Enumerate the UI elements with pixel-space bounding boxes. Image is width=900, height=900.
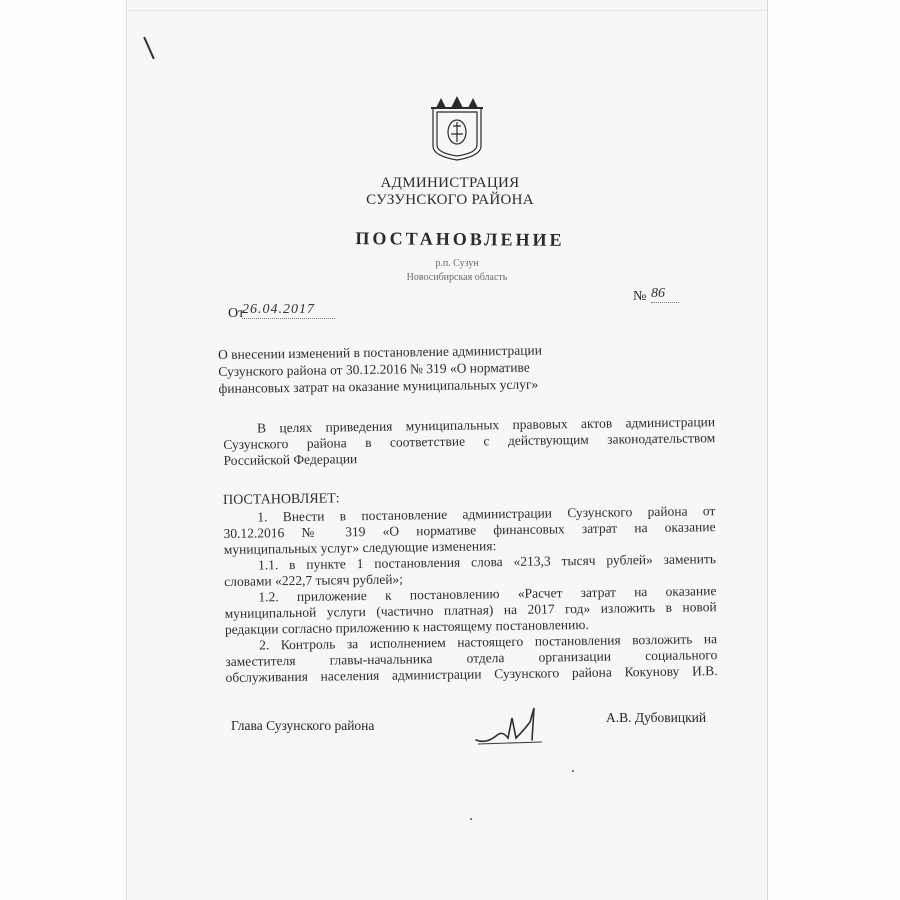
item-1-1-line: словами «222,7 тысяч рублей»; bbox=[224, 571, 404, 589]
item-1-line: муниципальных услуг» следующие изменения: bbox=[223, 538, 497, 557]
paragraph-line: Российской Федерации bbox=[223, 451, 358, 468]
handwritten-number: 86 bbox=[651, 286, 679, 303]
item-1-line: 1. Внести в постановление администрации Сузунского района от bbox=[257, 503, 716, 525]
district-title: СУЗУНСКОГО РАЙОНА bbox=[366, 192, 534, 208]
place-region: Новосибирская область bbox=[406, 272, 508, 283]
item-2-line: 2. Контроль за исполнением настоящего постановления возложить на bbox=[259, 631, 718, 653]
item-1-2-line: редакции согласно приложению к настоящему постановлению. bbox=[224, 616, 589, 637]
subject-line: О внесении изменений в постановление администрации bbox=[218, 342, 542, 362]
resolution-block bbox=[223, 486, 718, 686]
paragraph-line: Сузунского района в соответствие с действующим законодательством bbox=[223, 430, 716, 452]
number-label: № bbox=[633, 289, 647, 304]
subject-line: финансовых затрат на оказание муниципальных услуг» bbox=[218, 376, 539, 396]
item-2-line: заместителя главы-начальника отдела организации социального bbox=[225, 647, 718, 669]
subject-line: Сузунского района от 30.12.2016 № 319 «О нормативе bbox=[218, 359, 530, 379]
paragraph-line: В целях приведения муниципальных правовых актов администрации bbox=[256, 414, 716, 436]
coat-of-arms-icon bbox=[427, 96, 487, 162]
speck bbox=[470, 818, 472, 820]
item-1-1-line: 1.1. в пункте 1 постановления слова «213,3 тысяч рублей» заменить bbox=[257, 551, 717, 573]
signatory-position: Глава Сузунского района bbox=[231, 718, 375, 733]
handwritten-signature bbox=[472, 700, 552, 748]
handwritten-date: 26.04.2017 bbox=[242, 302, 335, 319]
resolves-heading: ПОСТАНОВЛЯЕТ: bbox=[223, 491, 340, 508]
item-1-2-line: муниципальной услуги (частично платная) на 2017 год» изложить в новой bbox=[224, 599, 717, 621]
speck bbox=[572, 770, 574, 772]
document-type-title: ПОСТАНОВЛЕНИЕ bbox=[355, 228, 565, 250]
place-settlement: р.п. Сузун bbox=[435, 258, 479, 269]
item-1-2-line: 1.2. приложение к постановлению «Расчет затрат на оказание bbox=[258, 583, 717, 605]
item-2-line: обслуживания населения администрации Сузунского района Кокунову И.В. bbox=[225, 663, 718, 685]
purpose-paragraph bbox=[223, 414, 716, 469]
sheet-edge bbox=[126, 10, 766, 11]
signatory-name: А.В. Дубовицкий bbox=[606, 710, 707, 725]
document-subject bbox=[218, 341, 587, 397]
date-label: От bbox=[228, 306, 245, 321]
item-1-line: 30.12.2016 № 319 «О нормативе финансовых затрат на оказание bbox=[223, 519, 716, 541]
administration-title: АДМИНИСТРАЦИЯ bbox=[380, 175, 520, 191]
